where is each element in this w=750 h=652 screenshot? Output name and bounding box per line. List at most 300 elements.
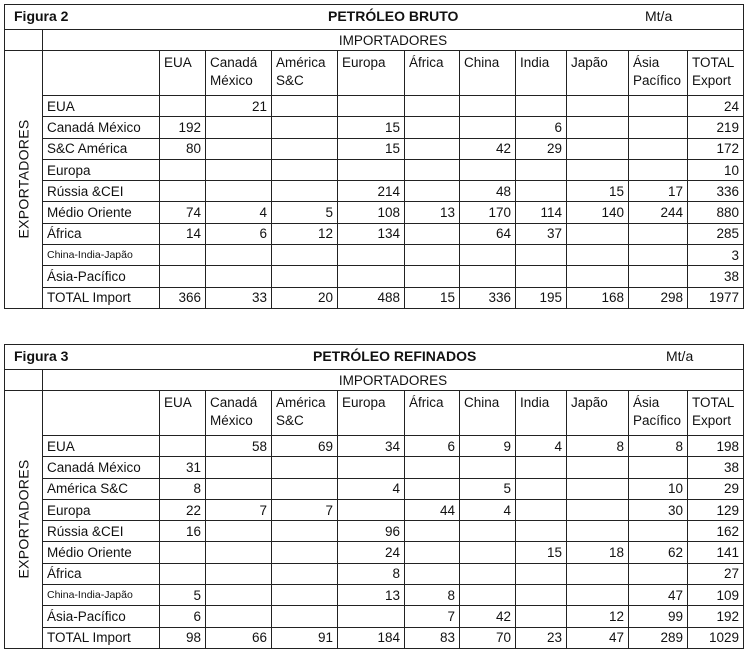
value-cell: 8	[338, 563, 405, 584]
column-header-text: Pacífico	[633, 73, 682, 88]
value-cell: 80	[160, 138, 206, 159]
value-cell	[272, 159, 338, 180]
value-cell	[460, 542, 516, 563]
value-cell	[516, 96, 567, 117]
column-header	[567, 51, 629, 96]
value-cell	[160, 266, 206, 287]
row-label: Médio Oriente	[43, 202, 160, 223]
value-cell: 24	[688, 96, 744, 117]
column-header	[629, 51, 688, 96]
table-row	[5, 96, 744, 117]
exporters-label: EXPORTADORES	[15, 459, 31, 579]
value-cell: 4	[516, 436, 567, 457]
value-cell	[206, 159, 272, 180]
row-label: Canadá México	[43, 457, 160, 478]
value-cell	[206, 181, 272, 202]
value-cell: 4	[338, 478, 405, 499]
value-cell	[338, 457, 405, 478]
exporters-label: EXPORTADORES	[15, 119, 31, 239]
table-row	[5, 436, 744, 457]
row-label: África	[43, 563, 160, 584]
row-header-blank-cell	[43, 391, 160, 436]
value-cell	[629, 563, 688, 584]
value-cell: 336	[688, 181, 744, 202]
value-cell: 16	[160, 521, 206, 542]
column-header	[338, 391, 405, 436]
value-cell	[272, 478, 338, 499]
value-cell	[567, 499, 629, 520]
column-header-text: México	[210, 413, 253, 428]
value-cell	[206, 563, 272, 584]
value-cell: 30	[629, 499, 688, 520]
value-cell: 15	[567, 181, 629, 202]
column-header-text: Canadá	[210, 395, 258, 410]
table-row	[5, 266, 744, 287]
value-cell: 15	[516, 542, 567, 563]
value-cell	[272, 245, 338, 266]
value-cell	[629, 266, 688, 287]
value-cell: 13	[405, 202, 460, 223]
table-row	[5, 563, 744, 584]
column-header-row	[5, 391, 744, 436]
value-cell: 192	[160, 117, 206, 138]
value-cell: 37	[516, 223, 567, 244]
figure-label: Figura 3	[14, 348, 69, 364]
value-cell	[567, 563, 629, 584]
column-header-text: Europa	[342, 55, 386, 70]
table-title: PETRÓLEO BRUTO	[328, 8, 459, 24]
value-cell: 31	[160, 457, 206, 478]
value-cell	[405, 223, 460, 244]
value-cell	[272, 266, 338, 287]
value-cell: 172	[688, 138, 744, 159]
value-cell	[272, 563, 338, 584]
value-cell	[516, 499, 567, 520]
value-cell	[160, 159, 206, 180]
value-cell	[629, 96, 688, 117]
value-cell: 6	[405, 436, 460, 457]
value-cell: 192	[688, 606, 744, 627]
value-cell	[567, 245, 629, 266]
value-cell: 5	[272, 202, 338, 223]
importers-label: IMPORTADORES	[43, 370, 744, 391]
table-row	[5, 223, 744, 244]
table-row	[5, 117, 744, 138]
column-header-text: Export	[692, 73, 732, 88]
column-header-text: México	[210, 73, 253, 88]
row-header-blank-cell	[43, 51, 160, 96]
row-label: Canadá México	[43, 117, 160, 138]
value-cell	[516, 606, 567, 627]
value-cell	[567, 117, 629, 138]
value-cell	[460, 117, 516, 138]
column-header	[272, 51, 338, 96]
value-cell	[272, 457, 338, 478]
column-header	[160, 51, 206, 96]
table-row	[5, 585, 744, 606]
value-cell: 62	[629, 542, 688, 563]
value-cell	[206, 542, 272, 563]
column-header	[688, 391, 744, 436]
value-cell: 12	[272, 223, 338, 244]
value-cell	[160, 563, 206, 584]
table-row	[5, 202, 744, 223]
value-cell: 15	[338, 117, 405, 138]
value-cell: 214	[338, 181, 405, 202]
column-header-row	[5, 51, 744, 96]
column-header-text: América	[276, 55, 326, 70]
value-cell	[405, 96, 460, 117]
value-cell: 114	[516, 202, 567, 223]
row-label: China-India-Japão	[43, 585, 160, 606]
column-header	[516, 51, 567, 96]
value-cell	[338, 96, 405, 117]
column-header-text: Ásia	[633, 55, 660, 70]
value-cell	[516, 563, 567, 584]
trade-matrix-table	[4, 4, 744, 309]
value-cell: 6	[516, 117, 567, 138]
table-row	[5, 245, 744, 266]
value-cell: 184	[338, 627, 405, 648]
value-cell: 15	[405, 287, 460, 308]
column-header	[405, 391, 460, 436]
value-cell: 99	[629, 606, 688, 627]
value-cell: 96	[338, 521, 405, 542]
value-cell	[272, 138, 338, 159]
value-cell	[206, 478, 272, 499]
value-cell: 64	[460, 223, 516, 244]
value-cell: 7	[206, 499, 272, 520]
column-header	[688, 51, 744, 96]
value-cell: 8	[629, 436, 688, 457]
row-label: Europa	[43, 499, 160, 520]
value-cell: 24	[338, 542, 405, 563]
value-cell	[460, 521, 516, 542]
value-cell: 27	[688, 563, 744, 584]
value-cell	[516, 478, 567, 499]
value-cell	[629, 138, 688, 159]
value-cell	[405, 542, 460, 563]
value-cell: 10	[629, 478, 688, 499]
value-cell	[206, 138, 272, 159]
row-label: África	[43, 223, 160, 244]
value-cell: 47	[629, 585, 688, 606]
table-row	[5, 138, 744, 159]
title-cell	[5, 345, 744, 370]
value-cell	[516, 585, 567, 606]
column-header-text: Ásia	[633, 395, 660, 410]
value-cell	[405, 245, 460, 266]
table-row	[5, 287, 744, 308]
value-cell	[206, 606, 272, 627]
value-cell: 1029	[688, 627, 744, 648]
unit-label: Mt/a	[666, 348, 694, 364]
value-cell: 18	[567, 542, 629, 563]
title-row	[5, 345, 744, 370]
value-cell	[629, 245, 688, 266]
value-cell	[405, 563, 460, 584]
value-cell: 98	[160, 627, 206, 648]
value-cell: 195	[516, 287, 567, 308]
value-cell: 4	[460, 499, 516, 520]
value-cell: 66	[206, 627, 272, 648]
value-cell: 69	[272, 436, 338, 457]
value-cell	[405, 138, 460, 159]
value-cell: 17	[629, 181, 688, 202]
value-cell	[405, 159, 460, 180]
row-label: China-India-Japão	[43, 245, 160, 266]
column-header	[460, 51, 516, 96]
row-label: Ásia-Pacífico	[43, 266, 160, 287]
exporters-label-cell	[5, 391, 43, 649]
value-cell: 488	[338, 287, 405, 308]
value-cell: 140	[567, 202, 629, 223]
value-cell	[338, 606, 405, 627]
trade-matrix-table	[4, 344, 744, 649]
value-cell: 219	[688, 117, 744, 138]
table-row	[5, 627, 744, 648]
column-header-text: S&C	[276, 413, 304, 428]
value-cell	[338, 159, 405, 180]
value-cell	[567, 457, 629, 478]
value-cell: 47	[567, 627, 629, 648]
value-cell: 6	[206, 223, 272, 244]
value-cell: 5	[160, 585, 206, 606]
value-cell	[160, 436, 206, 457]
value-cell	[160, 181, 206, 202]
value-cell	[338, 266, 405, 287]
value-cell: 285	[688, 223, 744, 244]
column-header	[338, 51, 405, 96]
value-cell: 4	[206, 202, 272, 223]
value-cell	[516, 457, 567, 478]
value-cell: 33	[206, 287, 272, 308]
value-cell: 15	[338, 138, 405, 159]
value-cell: 10	[688, 159, 744, 180]
value-cell: 44	[405, 499, 460, 520]
value-cell: 170	[460, 202, 516, 223]
value-cell: 289	[629, 627, 688, 648]
figure-3-table-block	[4, 344, 743, 649]
column-header-text: EUA	[164, 395, 192, 410]
column-header-text: Canadá	[210, 55, 258, 70]
value-cell	[206, 457, 272, 478]
value-cell	[629, 159, 688, 180]
table-row	[5, 181, 744, 202]
value-cell: 29	[688, 478, 744, 499]
column-header	[516, 391, 567, 436]
column-header	[567, 391, 629, 436]
table-row	[5, 606, 744, 627]
column-header	[629, 391, 688, 436]
value-cell: 108	[338, 202, 405, 223]
row-label: América S&C	[43, 478, 160, 499]
value-cell	[516, 245, 567, 266]
value-cell: 13	[338, 585, 405, 606]
column-header-text: Japão	[571, 395, 608, 410]
value-cell	[338, 499, 405, 520]
table-row	[5, 521, 744, 542]
value-cell	[206, 585, 272, 606]
value-cell	[405, 266, 460, 287]
column-header-text: EUA	[164, 55, 192, 70]
importers-header-row	[5, 30, 744, 51]
value-cell: 298	[629, 287, 688, 308]
value-cell	[405, 181, 460, 202]
value-cell	[567, 159, 629, 180]
value-cell	[160, 245, 206, 266]
value-cell	[567, 521, 629, 542]
value-cell: 34	[338, 436, 405, 457]
value-cell: 9	[460, 436, 516, 457]
value-cell	[629, 521, 688, 542]
value-cell	[629, 117, 688, 138]
value-cell: 1977	[688, 287, 744, 308]
value-cell	[460, 585, 516, 606]
value-cell	[516, 159, 567, 180]
table-row	[5, 478, 744, 499]
value-cell	[567, 96, 629, 117]
value-cell: 12	[567, 606, 629, 627]
column-header-text: Japão	[571, 55, 608, 70]
value-cell: 880	[688, 202, 744, 223]
column-header	[206, 391, 272, 436]
value-cell	[160, 96, 206, 117]
row-label: TOTAL Import	[43, 287, 160, 308]
value-cell: 109	[688, 585, 744, 606]
value-cell	[206, 245, 272, 266]
value-cell: 198	[688, 436, 744, 457]
value-cell: 29	[516, 138, 567, 159]
value-cell: 83	[405, 627, 460, 648]
value-cell	[206, 521, 272, 542]
value-cell	[567, 478, 629, 499]
value-cell: 14	[160, 223, 206, 244]
value-cell	[460, 266, 516, 287]
value-cell: 6	[160, 606, 206, 627]
value-cell: 366	[160, 287, 206, 308]
value-cell	[629, 457, 688, 478]
column-header	[206, 51, 272, 96]
value-cell	[206, 117, 272, 138]
value-cell	[567, 266, 629, 287]
value-cell	[338, 245, 405, 266]
value-cell: 22	[160, 499, 206, 520]
figure-label: Figura 2	[14, 8, 69, 24]
value-cell: 336	[460, 287, 516, 308]
value-cell	[460, 563, 516, 584]
column-header	[272, 391, 338, 436]
column-header-text: India	[520, 395, 550, 410]
value-cell	[206, 266, 272, 287]
value-cell: 3	[688, 245, 744, 266]
value-cell: 20	[272, 287, 338, 308]
value-cell: 70	[460, 627, 516, 648]
value-cell	[567, 138, 629, 159]
table-row	[5, 542, 744, 563]
column-header-text: África	[409, 55, 444, 70]
value-cell	[567, 585, 629, 606]
figure-2-table-block	[4, 4, 743, 309]
row-label: Ásia-Pacífico	[43, 606, 160, 627]
column-header	[405, 51, 460, 96]
column-header-text: China	[464, 395, 500, 410]
value-cell	[516, 266, 567, 287]
column-header-text: TOTAL	[692, 395, 735, 410]
column-header	[460, 391, 516, 436]
title-cell	[5, 5, 744, 30]
row-label: Europa	[43, 159, 160, 180]
value-cell	[629, 223, 688, 244]
value-cell	[272, 542, 338, 563]
column-header-text: India	[520, 55, 550, 70]
importers-header-row	[5, 370, 744, 391]
row-label: TOTAL Import	[43, 627, 160, 648]
blank-corner-cell	[5, 30, 43, 51]
column-header-text: TOTAL	[692, 55, 735, 70]
title-row	[5, 5, 744, 30]
value-cell: 7	[272, 499, 338, 520]
importers-label: IMPORTADORES	[43, 30, 744, 51]
row-label: Rússia &CEI	[43, 181, 160, 202]
value-cell: 8	[160, 478, 206, 499]
value-cell: 23	[516, 627, 567, 648]
value-cell: 42	[460, 138, 516, 159]
value-cell: 38	[688, 266, 744, 287]
value-cell: 38	[688, 457, 744, 478]
value-cell	[272, 606, 338, 627]
row-label: Rússia &CEI	[43, 521, 160, 542]
value-cell	[460, 457, 516, 478]
value-cell: 168	[567, 287, 629, 308]
value-cell	[272, 96, 338, 117]
value-cell	[516, 181, 567, 202]
unit-label: Mt/a	[645, 8, 673, 24]
value-cell	[160, 542, 206, 563]
value-cell	[272, 585, 338, 606]
value-cell	[272, 181, 338, 202]
value-cell	[405, 478, 460, 499]
value-cell	[405, 457, 460, 478]
table-title: PETRÓLEO REFINADOS	[313, 348, 477, 364]
exporters-label-cell	[5, 51, 43, 309]
value-cell	[460, 96, 516, 117]
table-row	[5, 499, 744, 520]
value-cell: 129	[688, 499, 744, 520]
column-header-text: Pacífico	[633, 413, 682, 428]
row-label: S&C América	[43, 138, 160, 159]
value-cell: 5	[460, 478, 516, 499]
value-cell	[460, 159, 516, 180]
value-cell: 91	[272, 627, 338, 648]
table-row	[5, 159, 744, 180]
blank-corner-cell	[5, 370, 43, 391]
value-cell	[567, 223, 629, 244]
value-cell: 42	[460, 606, 516, 627]
value-cell	[516, 521, 567, 542]
value-cell	[405, 117, 460, 138]
row-label: Médio Oriente	[43, 542, 160, 563]
value-cell: 58	[206, 436, 272, 457]
value-cell: 48	[460, 181, 516, 202]
value-cell: 8	[405, 585, 460, 606]
value-cell: 74	[160, 202, 206, 223]
column-header-text: América	[276, 395, 326, 410]
value-cell: 244	[629, 202, 688, 223]
column-header-text: China	[464, 55, 500, 70]
value-cell: 8	[567, 436, 629, 457]
value-cell: 7	[405, 606, 460, 627]
